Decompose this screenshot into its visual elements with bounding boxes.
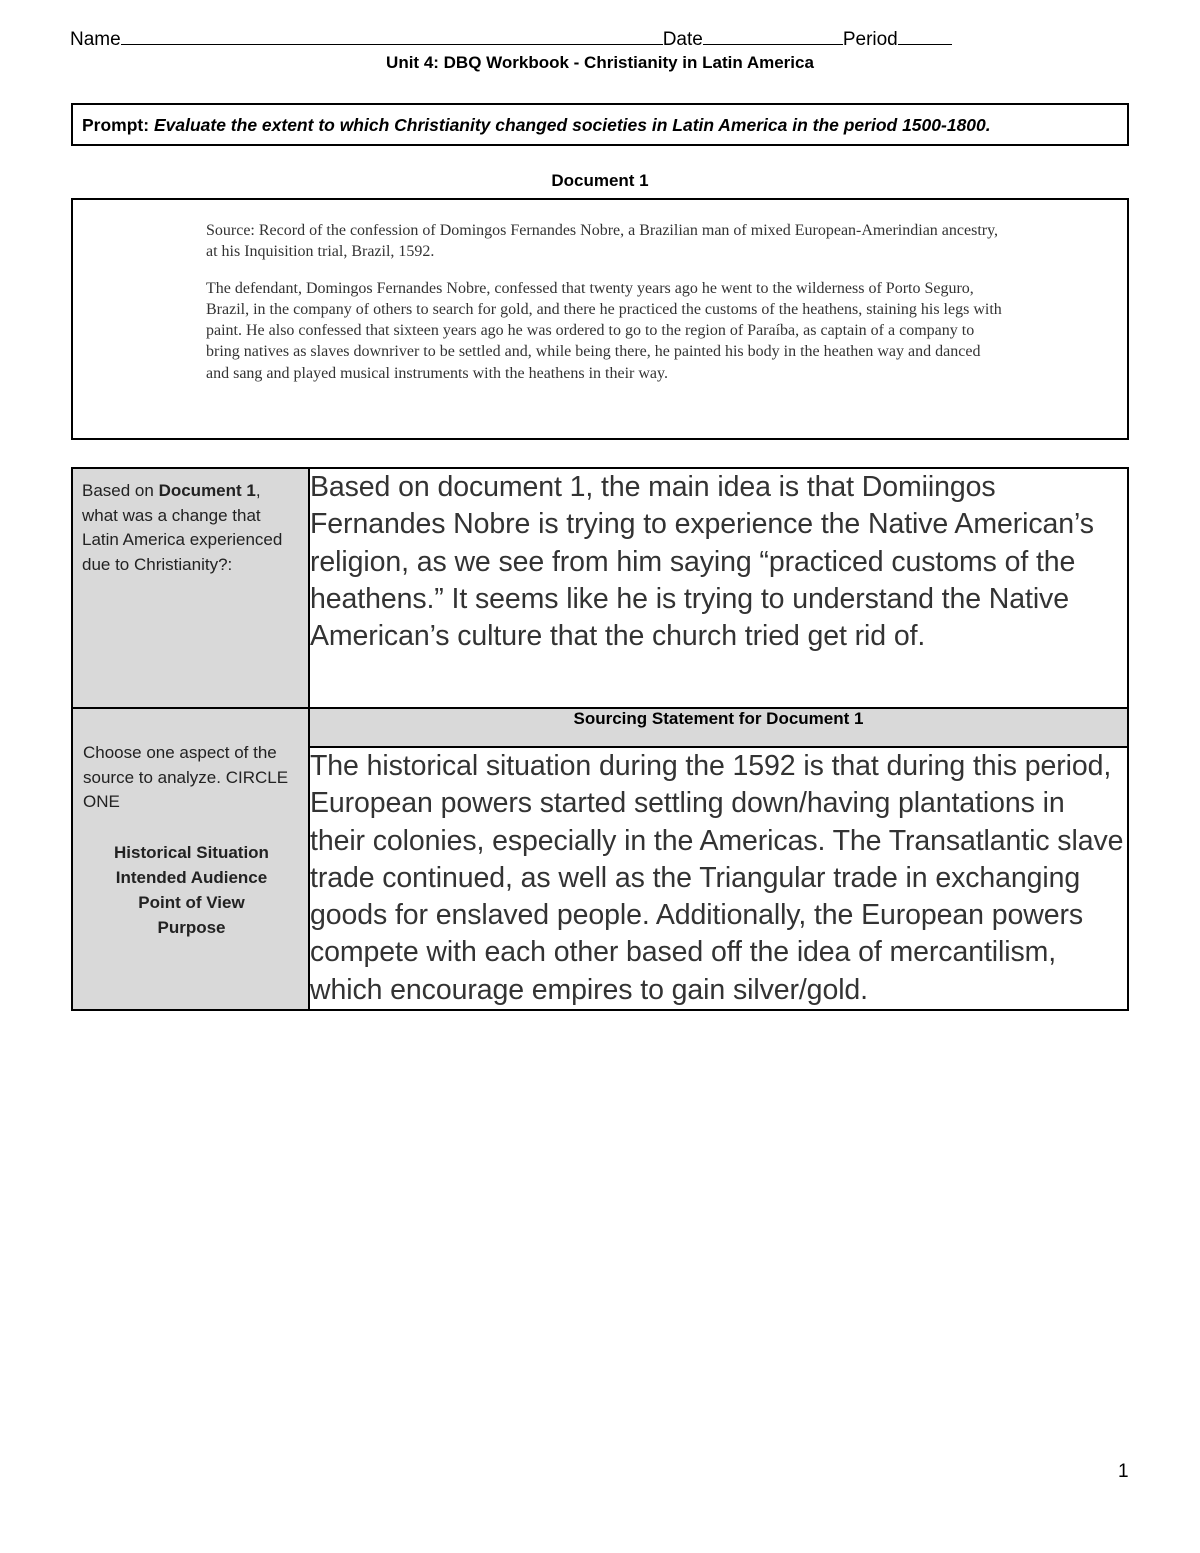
date-blank[interactable] <box>703 28 843 45</box>
period-blank[interactable] <box>898 28 952 45</box>
student-info-line <box>70 28 952 51</box>
document-body: The defendant, Domingos Fernandes Nobre, confessed that twenty years ago he went to the wilderness of Porto Seguro, Brazil, in the company of others to search for gold, and there he practiced the customs of the heathens, staining his legs with paint. He also confessed that sixteen years ago he was ordered to go to the region of Paraíba, as captain of a company to bring natives as slaves downriver to be settled and, while being there, he painted his body in the heathen way and danced and sang and played musical instruments with the heathens in their way. <box>206 279 1002 382</box>
question-1-prompt: Based on Document 1, what was a change that Latin America experienced due to Christianity?: <box>82 481 283 575</box>
question-1-answer[interactable]: Based on document 1, the main idea is that Domiingos Fernandes Nobre is trying to experience the Native American’s religion, as we see from him saying “practiced customs of the heathens.” It seems like he is trying to understand the Native American’s culture that the church tried get rid of. <box>309 468 1128 708</box>
question-2-heading-row <box>72 708 1128 747</box>
aspect-choices <box>83 840 300 940</box>
choice-historical-situation[interactable]: Historical Situation <box>114 843 269 863</box>
worksheet-table <box>71 467 1129 1011</box>
prompt-label: Prompt: <box>82 115 150 135</box>
choice-purpose[interactable]: Purpose <box>157 918 226 938</box>
page-title: Unit 4: DBQ Workbook - Christianity in Latin America <box>386 53 814 72</box>
question-2-prompt <box>73 709 308 940</box>
document-reference: Document 1 <box>158 481 256 500</box>
period-label: Period <box>842 29 898 50</box>
name-blank[interactable] <box>121 28 663 45</box>
question-2-prompt-cell <box>72 708 309 1010</box>
sourcing-statement-answer[interactable]: The historical situation during the 1592 is that during this period, European powers started settling down/having plantations in their colonies, especially in the Americas. The Transatlantic slave trade continued, as well as the Triangular trade in exchanging goods for enslaved people. Additionally, the European powers compete with each other based off the idea of mercantilism, which encourage empires to gain silver/gold. <box>309 747 1128 1010</box>
question-1-row <box>72 468 1128 708</box>
prompt-text <box>82 115 991 136</box>
choice-point-of-view[interactable]: Point of View <box>138 893 245 913</box>
question-2-instruction: Choose one aspect of the source to analyze. CIRCLE ONE <box>83 743 289 812</box>
name-label: Name <box>70 29 121 50</box>
page-number: 1 <box>1118 1461 1129 1482</box>
prompt-question: Evaluate the extent to which Christianity changed societies in Latin America in the period 1500-1800. <box>153 115 991 135</box>
date-label: Date <box>662 29 703 50</box>
document-box <box>71 198 1129 440</box>
choice-intended-audience[interactable]: Intended Audience <box>115 868 268 888</box>
prompt-box <box>71 103 1129 146</box>
document-excerpt <box>206 220 1006 399</box>
sourcing-statement-heading: Sourcing Statement for Document 1 <box>309 708 1128 747</box>
document-heading: Document 1 <box>551 171 649 190</box>
question-1-prompt-cell <box>72 468 309 708</box>
document-source: Source: Record of the confession of Domingos Fernandes Nobre, a Brazilian man of mixed European-Amerindian ancestry, at his Inquisition trial, Brazil, 1592. <box>206 222 999 261</box>
